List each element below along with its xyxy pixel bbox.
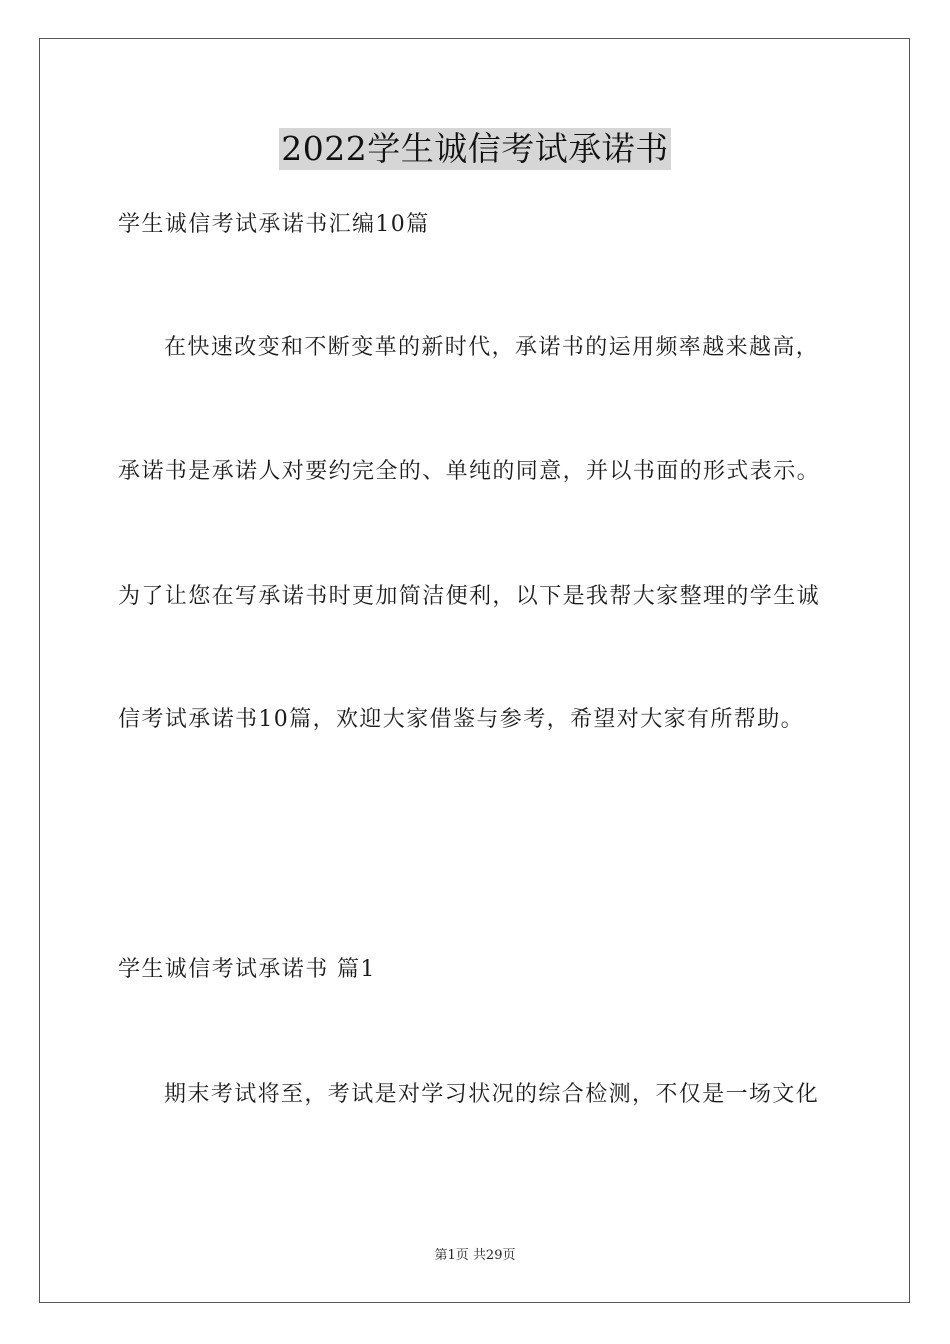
intro-line-4: 信考试承诺书10篇，欢迎大家借鉴与参考，希望对大家有所帮助。 [118,707,804,732]
page-footer: 第1页 共29页 [434,1248,516,1263]
document-subtitle: 学生诚信考试承诺书汇编10篇 [118,212,430,237]
section-body-line-1: 期末考试将至，考试是对学习状况的综合检测，不仅是一场文化 [164,1082,820,1107]
intro-line-2: 承诺书是承诺人对要约完全的、单纯的同意，并以书面的形式表示。 [118,459,821,484]
title-container [0,128,950,170]
intro-line-3: 为了让您在写承诺书时更加简洁便利，以下是我帮大家整理的学生诚 [118,584,821,609]
intro-line-1: 在快速改变和不断变革的新时代，承诺书的运用频率越来越高， [164,335,820,360]
document-title: 2022学生诚信考试承诺书 [281,129,669,168]
section-heading: 学生诚信考试承诺书 篇1 [118,957,376,982]
